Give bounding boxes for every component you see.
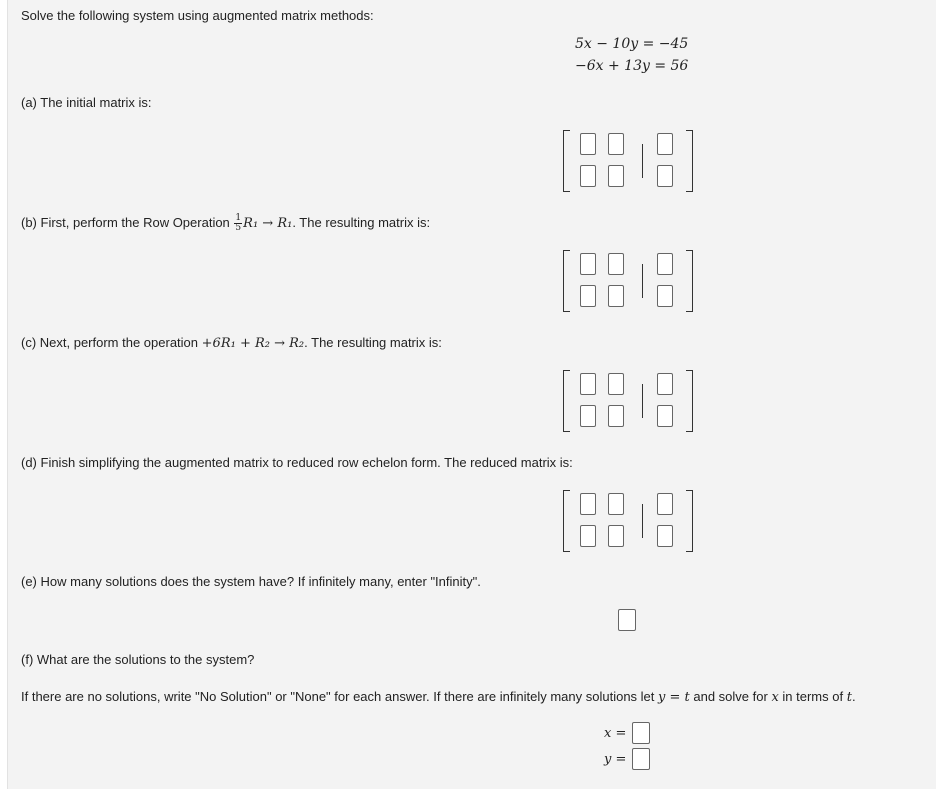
intro-text: Solve the following system using augmented matrix methods:: [21, 8, 374, 23]
matrix-c-cell-r1c3[interactable]: [657, 373, 673, 395]
matrix-c-cell-r2c2[interactable]: [608, 405, 624, 427]
right-bracket: [686, 370, 693, 432]
augment-divider: [642, 384, 643, 418]
matrix-d: [563, 490, 693, 552]
right-bracket: [686, 130, 693, 192]
right-bracket: [686, 490, 693, 552]
matrix-a-cell-r2c3[interactable]: [657, 165, 673, 187]
part-b-suffix: . The resulting matrix is:: [292, 214, 431, 230]
x-answer-input[interactable]: [632, 722, 650, 744]
matrix-b-cell-r1c2[interactable]: [608, 253, 624, 275]
y-answer-label: y =: [604, 752, 627, 767]
matrix-c-cell-r1c2[interactable]: [608, 373, 624, 395]
matrix-b: [563, 250, 693, 312]
part-d-label: (d) Finish simplifying the augmented matrix to reduced row echelon form. The reduced matrix is:: [21, 455, 573, 470]
part-c-suffix: . The resulting matrix is:: [304, 335, 442, 350]
matrix-b-cell-r1c1[interactable]: [580, 253, 596, 275]
part-c-prefix: (c) Next, perform the operation: [21, 335, 199, 350]
matrix-b-cell-r1c3[interactable]: [657, 253, 673, 275]
matrix-d-cell-r1c2[interactable]: [608, 493, 624, 515]
system-equation-2: −6x + 13y = 56: [575, 58, 689, 74]
matrix-a-cell-r2c1[interactable]: [580, 165, 596, 187]
part-b-operation: R₁ → R₁: [243, 215, 293, 231]
matrix-a-cell-r1c3[interactable]: [657, 133, 673, 155]
augment-divider: [642, 144, 643, 178]
left-bracket: [563, 370, 570, 432]
augment-divider: [642, 504, 643, 538]
question-panel: [7, 0, 936, 789]
part-b-label: [21, 214, 430, 233]
left-bracket: [563, 130, 570, 192]
matrix-a-cell-r1c1[interactable]: [580, 133, 596, 155]
matrix-b-cell-r2c3[interactable]: [657, 285, 673, 307]
part-f-instructions: If there are no solutions, write "No Solution" or "None" for each answer. If there are infinitely many solutions let y = t and solve for x in terms of t.: [21, 689, 856, 705]
matrix-c-cell-r2c1[interactable]: [580, 405, 596, 427]
matrix-d-cell-r1c1[interactable]: [580, 493, 596, 515]
one-fifth-fraction: $\frac{1}{5}$: [235, 213, 242, 233]
matrix-d-cell-r2c2[interactable]: [608, 525, 624, 547]
part-c-label: [21, 335, 442, 351]
matrix-d-cell-r1c3[interactable]: [657, 493, 673, 515]
matrix-a-cell-r1c2[interactable]: [608, 133, 624, 155]
matrix-b-cell-r2c1[interactable]: [580, 285, 596, 307]
part-a-label: (a) The initial matrix is:: [21, 95, 152, 110]
right-bracket: [686, 250, 693, 312]
matrix-a-cell-r2c2[interactable]: [608, 165, 624, 187]
augment-divider: [642, 264, 643, 298]
solution-count-input[interactable]: [618, 609, 636, 631]
matrix-a: [563, 130, 693, 192]
part-c-operation: +6R₁ + R₂ → R₂: [201, 336, 305, 351]
matrix-d-cell-r2c1[interactable]: [580, 525, 596, 547]
y-answer-input[interactable]: [632, 748, 650, 770]
matrix-c-cell-r1c1[interactable]: [580, 373, 596, 395]
part-f-label: (f) What are the solutions to the system?: [21, 652, 255, 667]
left-bracket: [563, 250, 570, 312]
part-e-label: (e) How many solutions does the system have? If infinitely many, enter "Infinity".: [21, 574, 481, 589]
matrix-b-cell-r2c2[interactable]: [608, 285, 624, 307]
let-y-equals-t: y = t: [658, 690, 690, 705]
x-answer-label: x =: [604, 726, 627, 741]
matrix-c: [563, 370, 693, 432]
matrix-c-cell-r2c3[interactable]: [657, 405, 673, 427]
part-b-prefix: (b) First, perform the Row Operation: [21, 214, 230, 230]
matrix-d-cell-r2c3[interactable]: [657, 525, 673, 547]
system-equation-1: 5x − 10y = −45: [575, 36, 689, 52]
left-bracket: [563, 490, 570, 552]
